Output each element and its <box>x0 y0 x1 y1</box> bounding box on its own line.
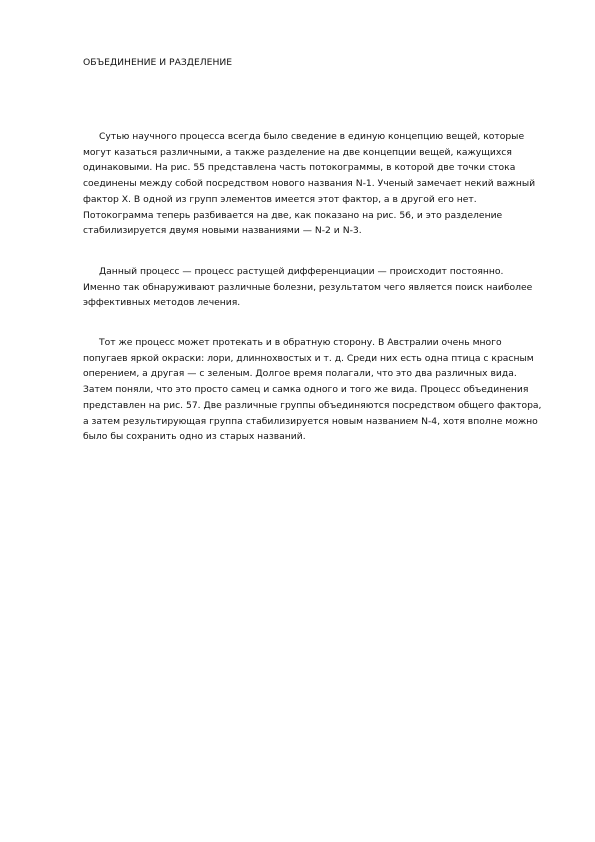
paragraph-3: Тот же процесс может протекать и в обратную сторону. В Австралии очень много попугаев яркой окраски: лори, длиннохвостых и т. д. Среди них есть одна птица с красным оперением, а другая — с зеленым. Долгое время полагали, что это два различных вида. Затем поняли, что это просто самец и самка одного и того же вида. Процесс объединения представлен на рис. 57. Две различные группы объединяются посредством общего фактора, а затем результирующая группа стабилизируется новым названием N-4, хотя вполне можно было бы сохранить одно из старых названий. <box>83 337 542 443</box>
paragraph-2: Данный процесс — процесс растущей дифференциации — происходит постоянно. Именно так обнаруживают различные болезни, результатом чего является поиск наиболее эффективных методов лечения. <box>83 266 533 309</box>
paragraph-1: Сутью научного процесса всегда было сведение в единую концепцию вещей, которые могут казаться различными, а также разделение на две концепции вещей, кажущихся одинаковыми. На рис. 55 представлена часть потокограммы, в которой две точки стока соединены между собой посредством нового названия N-1. Ученый замечает некий важный фактор X. В одной из групп элементов имеется этот фактор, а в другой его нет. Потокограмма теперь разбивается на две, как показано на рис. 56, и это разделение стабилизируется двумя новыми названиями — N-2 и N-3. <box>83 131 536 237</box>
page-title: ОБЪЕДИНЕНИЕ И РАЗДЕЛЕНИЕ <box>83 57 233 68</box>
